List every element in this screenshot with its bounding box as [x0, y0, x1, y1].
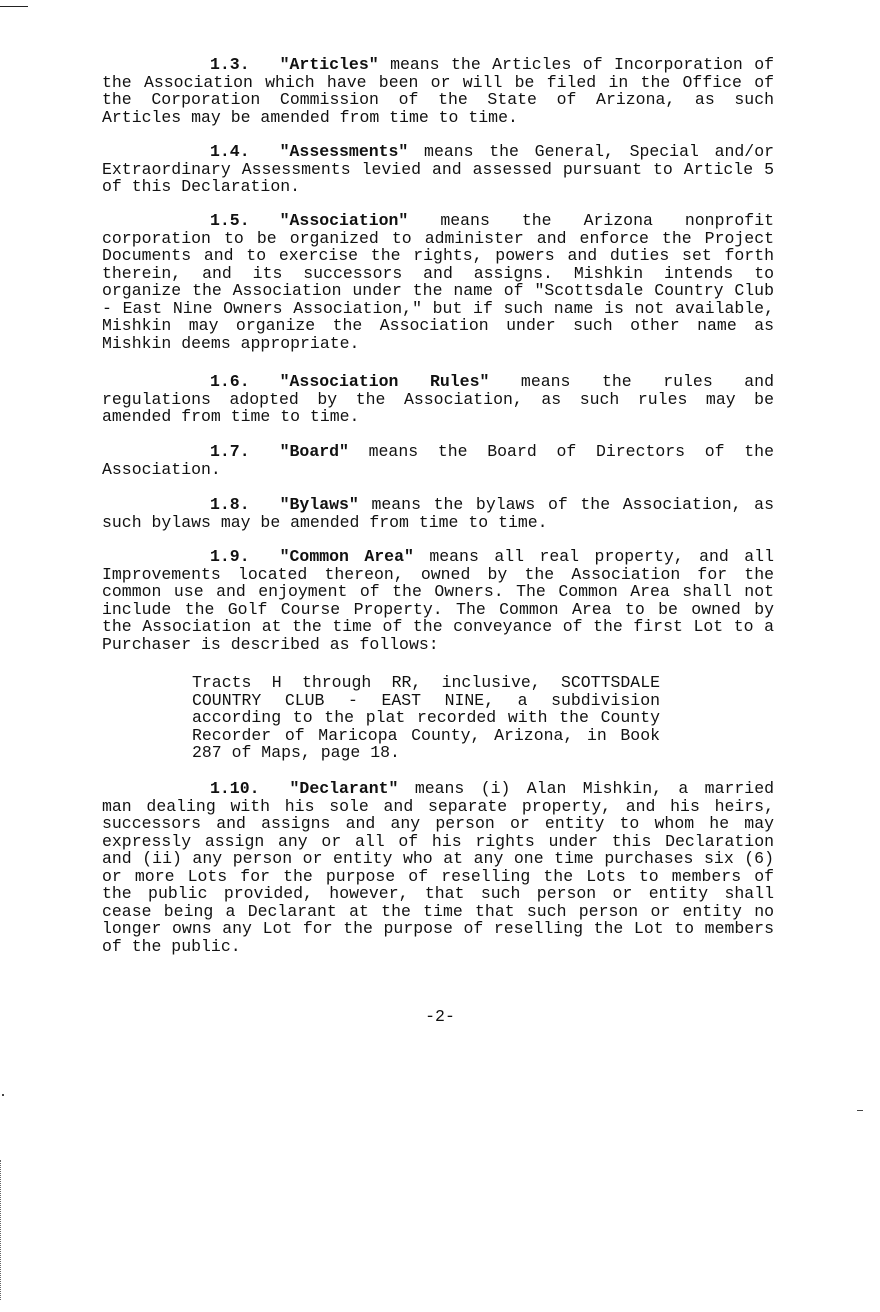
section-text: means the Articles of Incorporation of the Association which have been or will be filed in the Office of the Corporation Commission of the State of Arizona, as such Articles may be amended from time to time.	[102, 55, 774, 127]
section-1-8	[102, 496, 774, 531]
section-1-7	[102, 443, 774, 478]
section-text: means the rules and regulations adopted by the Association, as such rules may be amended from time to time.	[102, 372, 774, 426]
section-text: means the General, Special and/or Extraordinary Assessments levied and assessed pursuant to Article 5 of this Declaration.	[102, 142, 774, 196]
section-number: 1.9.	[210, 547, 250, 566]
scan-mark	[857, 1110, 863, 1111]
defined-term: "Board"	[279, 442, 349, 461]
section-text: means the Arizona nonprofit corporation to be organized to administer and enforce the Project Documents and to exercise the rights, powers and duties set forth therein, and its successors and assigns. Mishkin intends to organize the Association under the name of "Scottsdale Country Club - East Nine Owners Association," but if such name is not available, Mishkin may organize the Association under such other name as Mishkin deems appropriate.	[102, 211, 774, 353]
defined-term: "Assessments"	[279, 142, 409, 161]
section-number: 1.10.	[210, 779, 260, 798]
section-1-3	[102, 56, 774, 126]
section-number: 1.8.	[210, 495, 250, 514]
section-text: means all real property, and all Improvements located thereon, owned by the Association for the common use and enjoyment of the Owners. The Common Area shall not include the Golf Course Property. The Common Area to be owned by the Association at the time of the conveyance of the first Lot to a Purchaser is described as follows:	[102, 547, 774, 654]
section-number: 1.6.	[210, 372, 250, 391]
section-1-4	[102, 143, 774, 196]
section-number: 1.7.	[210, 442, 250, 461]
defined-term: "Articles"	[279, 55, 379, 74]
defined-term: "Association Rules"	[279, 372, 490, 391]
section-text: means the bylaws of the Association, as such bylaws may be amended from time to time.	[102, 495, 774, 532]
section-1-10	[102, 780, 774, 955]
page-number: -2-	[425, 1007, 455, 1026]
section-number: 1.5.	[210, 211, 250, 230]
section-number: 1.4.	[210, 142, 250, 161]
corner-mark	[0, 6, 28, 7]
defined-term: "Common Area"	[279, 547, 414, 566]
defined-term: "Bylaws"	[279, 495, 359, 514]
section-number: 1.3.	[210, 55, 250, 74]
legal-description: Tracts H through RR, inclusive, SCOTTSDALE COUNTRY CLUB - EAST NINE, a subdivision according to the plat recorded with the County Recorder of Maricopa County, Arizona, in Book 287 of Maps, page 18.	[192, 673, 660, 762]
scan-mark	[2, 1094, 4, 1096]
section-1-5	[102, 212, 774, 352]
section-1-6	[102, 373, 774, 426]
defined-term: "Declarant"	[289, 779, 399, 798]
defined-term: "Association"	[279, 211, 409, 230]
section-text: means (i) Alan Mishkin, a married man dealing with his sole and separate property, and his heirs, successors and assigns and any person or entity to whom he may expressly assign any or all of his rights under this Declaration and (ii) any person or entity who at any one time purchases six (6) or more Lots for the purpose of reselling the Lots to members of the public provided, however, that such person or entity shall cease being a Declarant at the time that such person or entity no longer owns any Lot for the purpose of reselling the Lot to members of the public.	[102, 779, 774, 956]
section-1-9	[102, 548, 774, 653]
section-text: means the Board of Directors of the Association.	[102, 442, 774, 479]
scan-edge-mark	[0, 1160, 9, 1300]
